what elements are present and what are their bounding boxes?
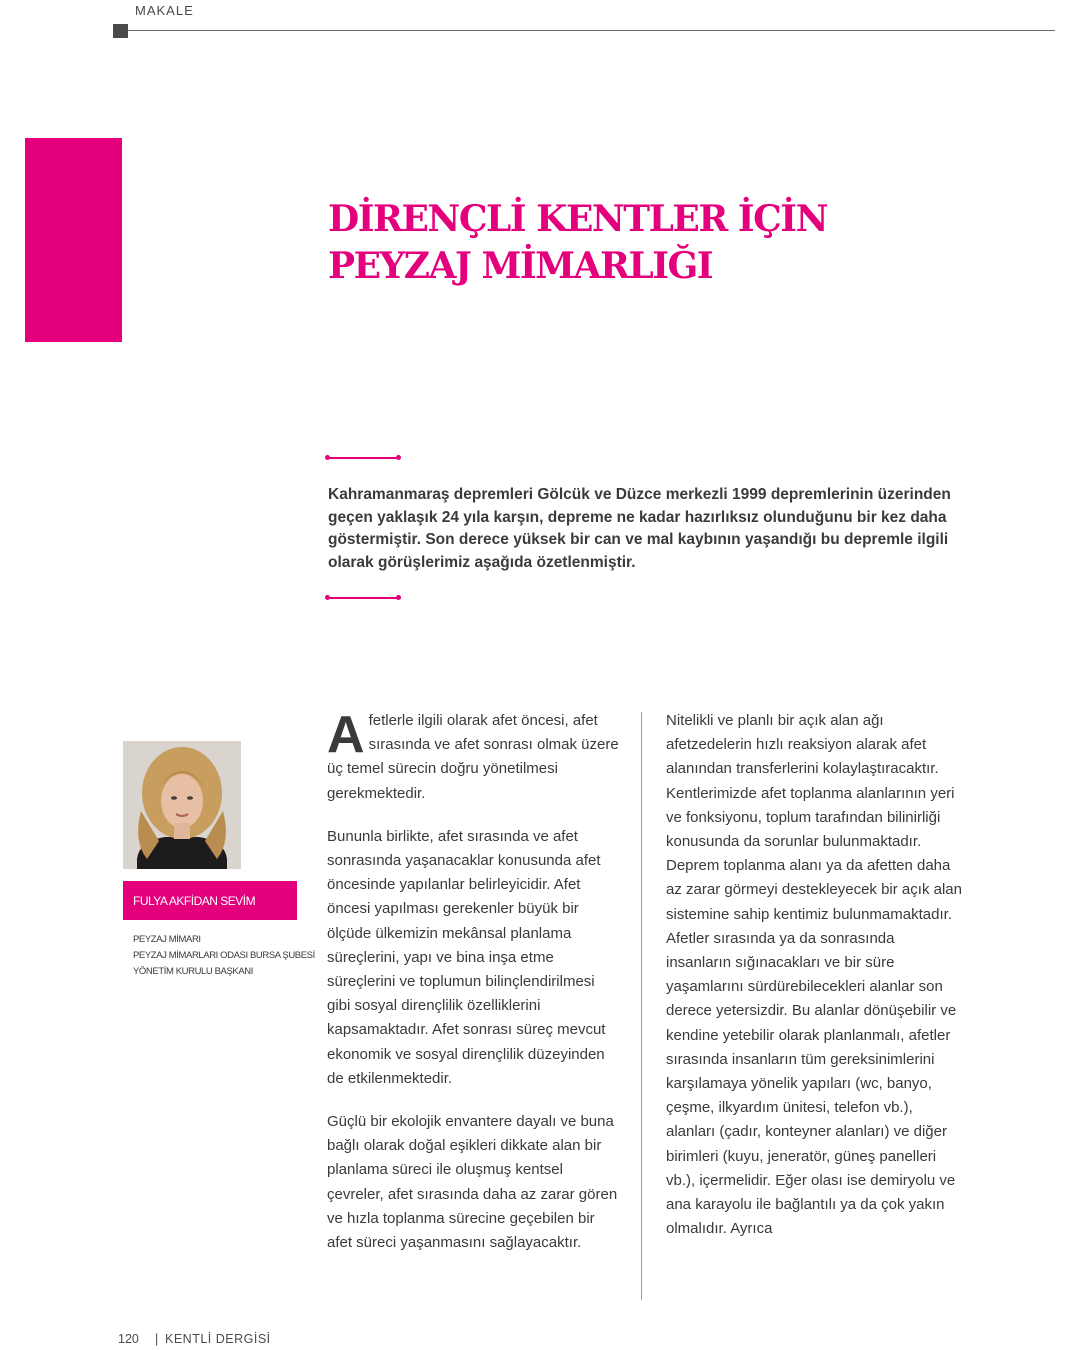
title-line-2: PEYZAJ MİMARLIĞI [328,245,713,287]
author-roles [133,932,315,980]
header-rule-line [128,30,1055,31]
lead-paragraph: Kahramanmaraş depremleri Gölcük ve Düzce merkezli 1999 depremlerinin üzerinden geçen yaklaşık 24 yıla karşın, depreme ne kadar hazırlıksız olunduğunu bir kez daha göstermiştir. Son derece yüksek bir can ve mal kaybının yaşandığı bu depremle ilgili olarak görüşlerimiz aşağıda özetlenmiştir. [328,486,951,571]
header-rule-marker [113,24,128,38]
body-paragraph: Nitelikli ve planlı bir açık alan ağı afetzedelerin hızlı reaksiyon alarak afet alanından transferlerini kolaylaştıracaktır. Kentlerimizde afet toplanma alanlarının yeri ve fonksiyonu, toplum tarafından bilinirliği konusunda da sorunlar bulunmaktadır. Deprem toplanma alanı ya da afetten daha az zarar görmeyi destekleyecek bir açık alan sistemine sahip kentimiz bulunmamaktadır. Afetler sırasında ya da sonrasında insanların sığınacakları ve bir süre yaşamlarını sürdürebilecekleri alanlar son derece yetersizdir. Bu alanlar dönüşebilir ve kendine yetebilir olarak planlanmalı, afetler sırasında insanların tüm gereksinimlerini karşılamaya yönelik yapıları (wc, banyo, çeşme, ilkyardım ünitesi, telefon vb.), alanları (çadır, konteyner alanları) ve diğer birimleri (kuyu, jeneratör, güneş panelleri vb.), içermelidir. Eğer olası ise demiryolu ve ana karayolu ile bağlantılı ya da çok yakın olmalıdır. Ayrıca [666,712,962,1238]
body-column-right [666,709,962,1260]
author-name-bar [123,881,297,920]
author-role-line: PEYZAJ MİMARLARI ODASI BURSA ŞUBESİ [133,950,315,961]
decorative-pink-block [25,138,122,342]
author-name: FULYA AKFİDAN SEVİM [133,894,256,908]
magazine-name: KENTLİ DERGİSİ [165,1332,271,1346]
column-divider [641,712,642,1300]
page-number: 120 [118,1332,139,1346]
article-title [328,196,968,290]
author-photo [123,741,241,875]
body-column-left [327,706,619,1274]
title-line-1: DİRENÇLİ KENTLER İÇİN [328,198,828,240]
body-paragraph: Güçlü bir ekolojik envantere dayalı ve buna bağlı olarak doğal eşikleri dikkate alan bir planlama süreci ile oluşmuş kentsel çevreler, afet sırasında daha az zarar gören ve hızla toplanma sürecine geçebilen bir afet süreci yaşanmasını sağlayacaktır. [327,1113,618,1252]
drop-cap: A [327,706,365,764]
author-role-line: PEYZAJ MİMARI [133,934,201,945]
footer-separator: | [155,1332,159,1346]
author-portrait-icon [123,741,241,875]
author-role-line: YÖNETİM KURULU BAŞKANI [133,966,254,977]
section-label: MAKALE [135,3,194,18]
body-paragraph: Bununla birlikte, afet sırasında ve afet sonrasında yaşanacaklar konusunda afet öncesinde yapılanlar belirleyicidir. Afet öncesi yapılması gerekenler büyük bir ölçüde ülkemizin mekânsal planlama süreçlerini, yapı ve bina inşa etme süreçlerini ve toplumun bilinçlendirilmesi gibi sosyal dirençlilik özelliklerini kapsamaktadır. Afet sonrası süreç mevcut ekonomik ve sosyal dirençlilik düzeyinden de etkilenmektedir. [327,827,606,1087]
body-paragraph-text: fetlerle ilgili olarak afet öncesi, afet sırasında ve afet sonrası olmak üzere üç temel sürecin doğru yönetilmesi gerekmektedir. [327,712,619,802]
body-paragraph [327,706,619,806]
lead-ornament-top [327,457,399,459]
lead-ornament-bottom [327,597,399,599]
